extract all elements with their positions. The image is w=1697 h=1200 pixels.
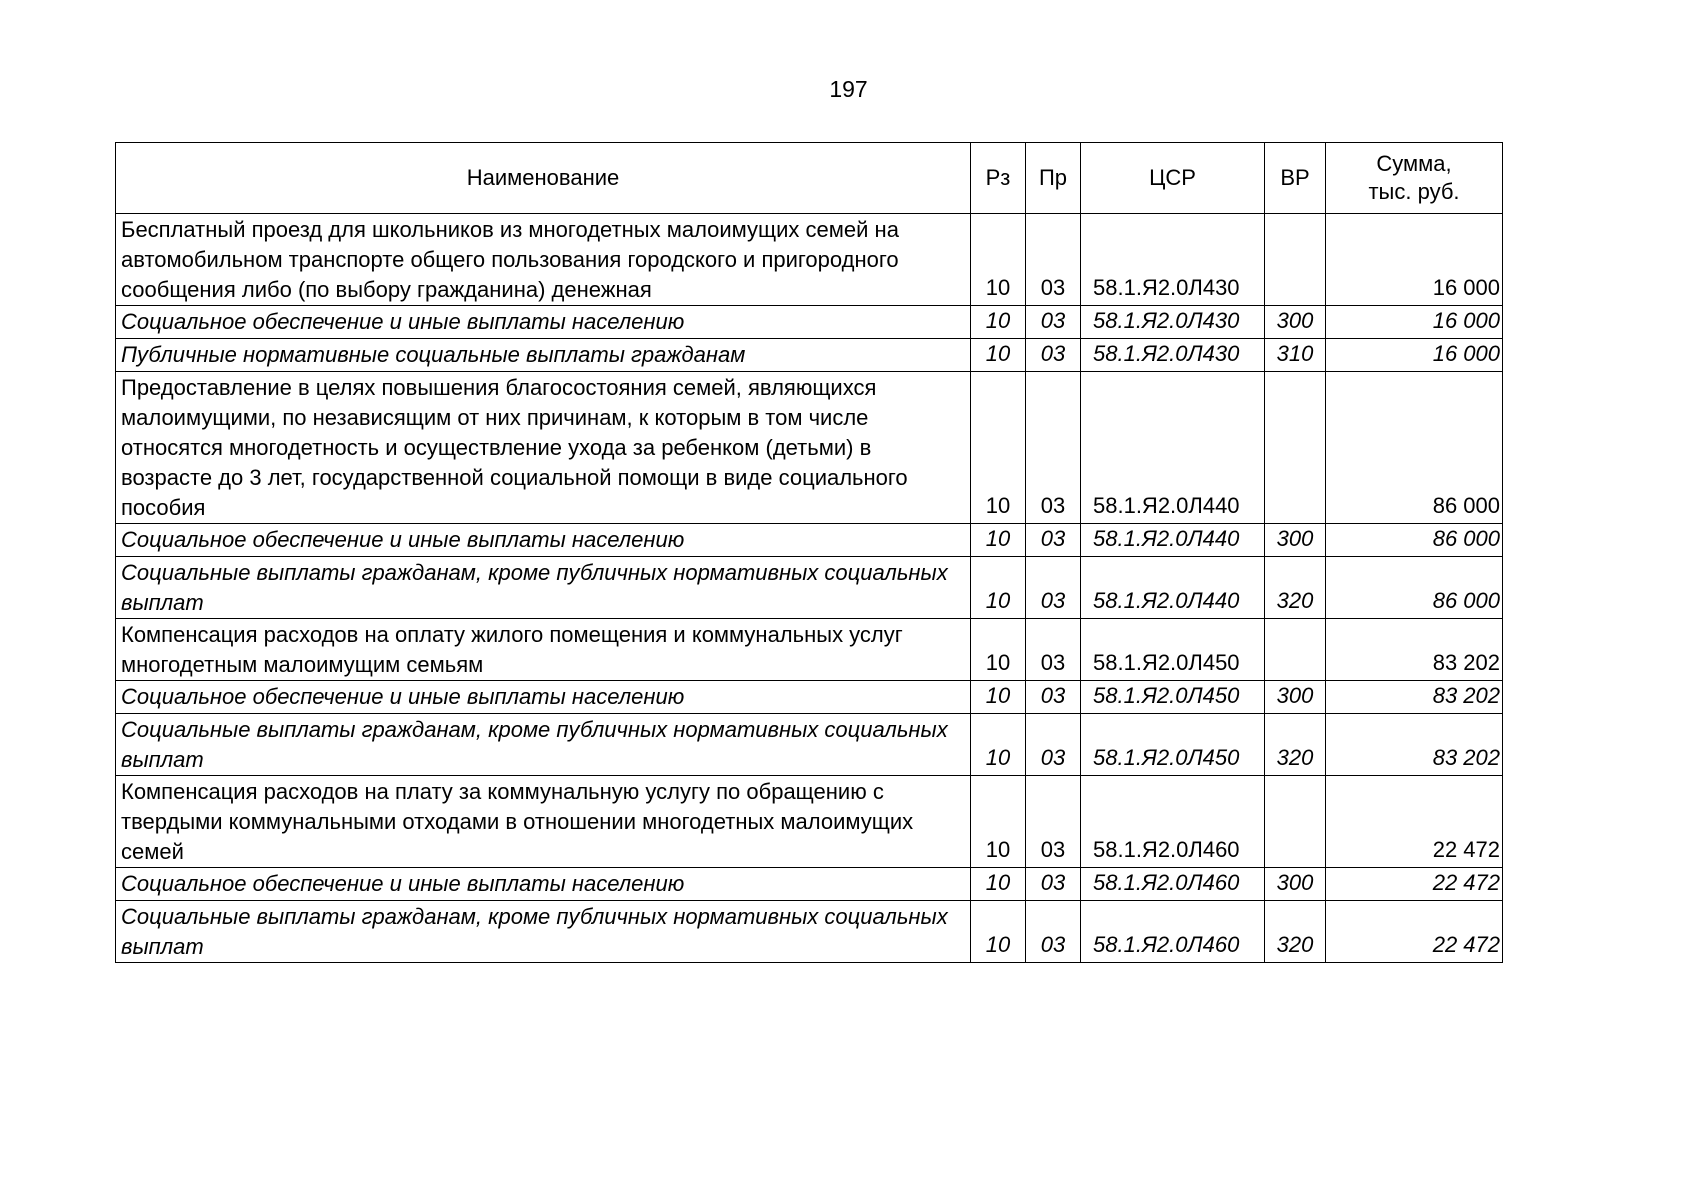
cell-csr: 58.1.Я2.0Л450 <box>1081 681 1265 714</box>
table-row <box>116 214 1503 306</box>
cell-pr: 03 <box>1026 524 1081 557</box>
header-csr: ЦСР <box>1081 143 1265 214</box>
cell-pr: 03 <box>1026 214 1081 306</box>
cell-rz: 10 <box>971 557 1026 619</box>
header-sum-line2: тыс. руб. <box>1368 179 1460 204</box>
cell-rz: 10 <box>971 901 1026 963</box>
cell-pr: 03 <box>1026 619 1081 681</box>
cell-csr: 58.1.Я2.0Л440 <box>1081 524 1265 557</box>
cell-name: Социальное обеспечение и иные выплаты населению <box>116 524 971 557</box>
table-row <box>116 306 1503 339</box>
cell-rz: 10 <box>971 214 1026 306</box>
cell-name: Социальное обеспечение и иные выплаты населению <box>116 681 971 714</box>
cell-sum: 16 000 <box>1326 339 1503 372</box>
cell-vr <box>1265 776 1326 868</box>
table-row <box>116 714 1503 776</box>
cell-sum: 86 000 <box>1326 557 1503 619</box>
cell-csr: 58.1.Я2.0Л430 <box>1081 214 1265 306</box>
table-row <box>116 524 1503 557</box>
cell-vr: 320 <box>1265 714 1326 776</box>
table-row <box>116 619 1503 681</box>
cell-csr: 58.1.Я2.0Л460 <box>1081 901 1265 963</box>
cell-rz: 10 <box>971 339 1026 372</box>
cell-vr: 300 <box>1265 868 1326 901</box>
cell-vr: 320 <box>1265 901 1326 963</box>
page-number: 197 <box>829 76 868 102</box>
cell-name: Компенсация расходов на плату за коммунальную услугу по обращению с твердыми коммунальными отходами в отношении многодетных малоимущих семей <box>116 776 971 868</box>
cell-vr: 300 <box>1265 681 1326 714</box>
cell-pr: 03 <box>1026 339 1081 372</box>
table-body <box>116 214 1503 963</box>
table-row <box>116 776 1503 868</box>
cell-rz: 10 <box>971 306 1026 339</box>
cell-vr <box>1265 372 1326 524</box>
cell-name: Публичные нормативные социальные выплаты гражданам <box>116 339 971 372</box>
cell-rz: 10 <box>971 619 1026 681</box>
cell-name: Бесплатный проезд для школьников из многодетных малоимущих семей на автомобильном транспорте общего пользования городского и пригородного сообщения либо (по выбору гражданина) денежная <box>116 214 971 306</box>
cell-csr: 58.1.Я2.0Л460 <box>1081 868 1265 901</box>
cell-vr: 310 <box>1265 339 1326 372</box>
header-pr: Пр <box>1026 143 1081 214</box>
cell-csr: 58.1.Я2.0Л430 <box>1081 339 1265 372</box>
cell-pr: 03 <box>1026 557 1081 619</box>
cell-sum: 22 472 <box>1326 901 1503 963</box>
table-row <box>116 339 1503 372</box>
cell-pr: 03 <box>1026 776 1081 868</box>
cell-name: Социальные выплаты гражданам, кроме публичных нормативных социальных выплат <box>116 901 971 963</box>
cell-sum: 83 202 <box>1326 714 1503 776</box>
cell-name: Социальное обеспечение и иные выплаты населению <box>116 306 971 339</box>
cell-sum: 16 000 <box>1326 214 1503 306</box>
cell-sum: 86 000 <box>1326 372 1503 524</box>
cell-csr: 58.1.Я2.0Л440 <box>1081 557 1265 619</box>
cell-csr: 58.1.Я2.0Л430 <box>1081 306 1265 339</box>
cell-name: Социальное обеспечение и иные выплаты населению <box>116 868 971 901</box>
header-row <box>116 143 1503 214</box>
cell-sum: 22 472 <box>1326 776 1503 868</box>
cell-name: Социальные выплаты гражданам, кроме публичных нормативных социальных выплат <box>116 714 971 776</box>
cell-csr: 58.1.Я2.0Л460 <box>1081 776 1265 868</box>
table-row <box>116 901 1503 963</box>
cell-vr: 300 <box>1265 306 1326 339</box>
cell-rz: 10 <box>971 372 1026 524</box>
cell-rz: 10 <box>971 868 1026 901</box>
table-row <box>116 557 1503 619</box>
cell-sum: 86 000 <box>1326 524 1503 557</box>
cell-csr: 58.1.Я2.0Л440 <box>1081 372 1265 524</box>
header-sum-line1: Сумма, <box>1376 151 1452 176</box>
cell-sum: 22 472 <box>1326 868 1503 901</box>
cell-pr: 03 <box>1026 868 1081 901</box>
table-header <box>116 143 1503 214</box>
cell-sum: 16 000 <box>1326 306 1503 339</box>
cell-rz: 10 <box>971 524 1026 557</box>
cell-csr: 58.1.Я2.0Л450 <box>1081 619 1265 681</box>
cell-pr: 03 <box>1026 714 1081 776</box>
table-row <box>116 372 1503 524</box>
cell-vr <box>1265 619 1326 681</box>
header-vr: ВР <box>1265 143 1326 214</box>
cell-vr <box>1265 214 1326 306</box>
cell-sum: 83 202 <box>1326 681 1503 714</box>
budget-table <box>115 142 1503 963</box>
cell-vr: 320 <box>1265 557 1326 619</box>
cell-vr: 300 <box>1265 524 1326 557</box>
header-name: Наименование <box>116 143 971 214</box>
cell-name: Социальные выплаты гражданам, кроме публичных нормативных социальных выплат <box>116 557 971 619</box>
table-row <box>116 681 1503 714</box>
cell-rz: 10 <box>971 681 1026 714</box>
cell-rz: 10 <box>971 776 1026 868</box>
cell-pr: 03 <box>1026 901 1081 963</box>
cell-sum: 83 202 <box>1326 619 1503 681</box>
cell-name: Предоставление в целях повышения благосостояния семей, являющихся малоимущими, по независящим от них причинам, к которым в том числе относятся многодетность и осуществление ухода за ребенком (детьми) в возрасте до 3 лет, государственной социальной помощи в виде социального пособия <box>116 372 971 524</box>
cell-rz: 10 <box>971 714 1026 776</box>
cell-csr: 58.1.Я2.0Л450 <box>1081 714 1265 776</box>
cell-pr: 03 <box>1026 681 1081 714</box>
cell-name: Компенсация расходов на оплату жилого помещения и коммунальных услуг многодетным малоимущим семьям <box>116 619 971 681</box>
cell-pr: 03 <box>1026 372 1081 524</box>
header-rz: Рз <box>971 143 1026 214</box>
cell-pr: 03 <box>1026 306 1081 339</box>
table-row <box>116 868 1503 901</box>
header-sum <box>1326 143 1503 214</box>
